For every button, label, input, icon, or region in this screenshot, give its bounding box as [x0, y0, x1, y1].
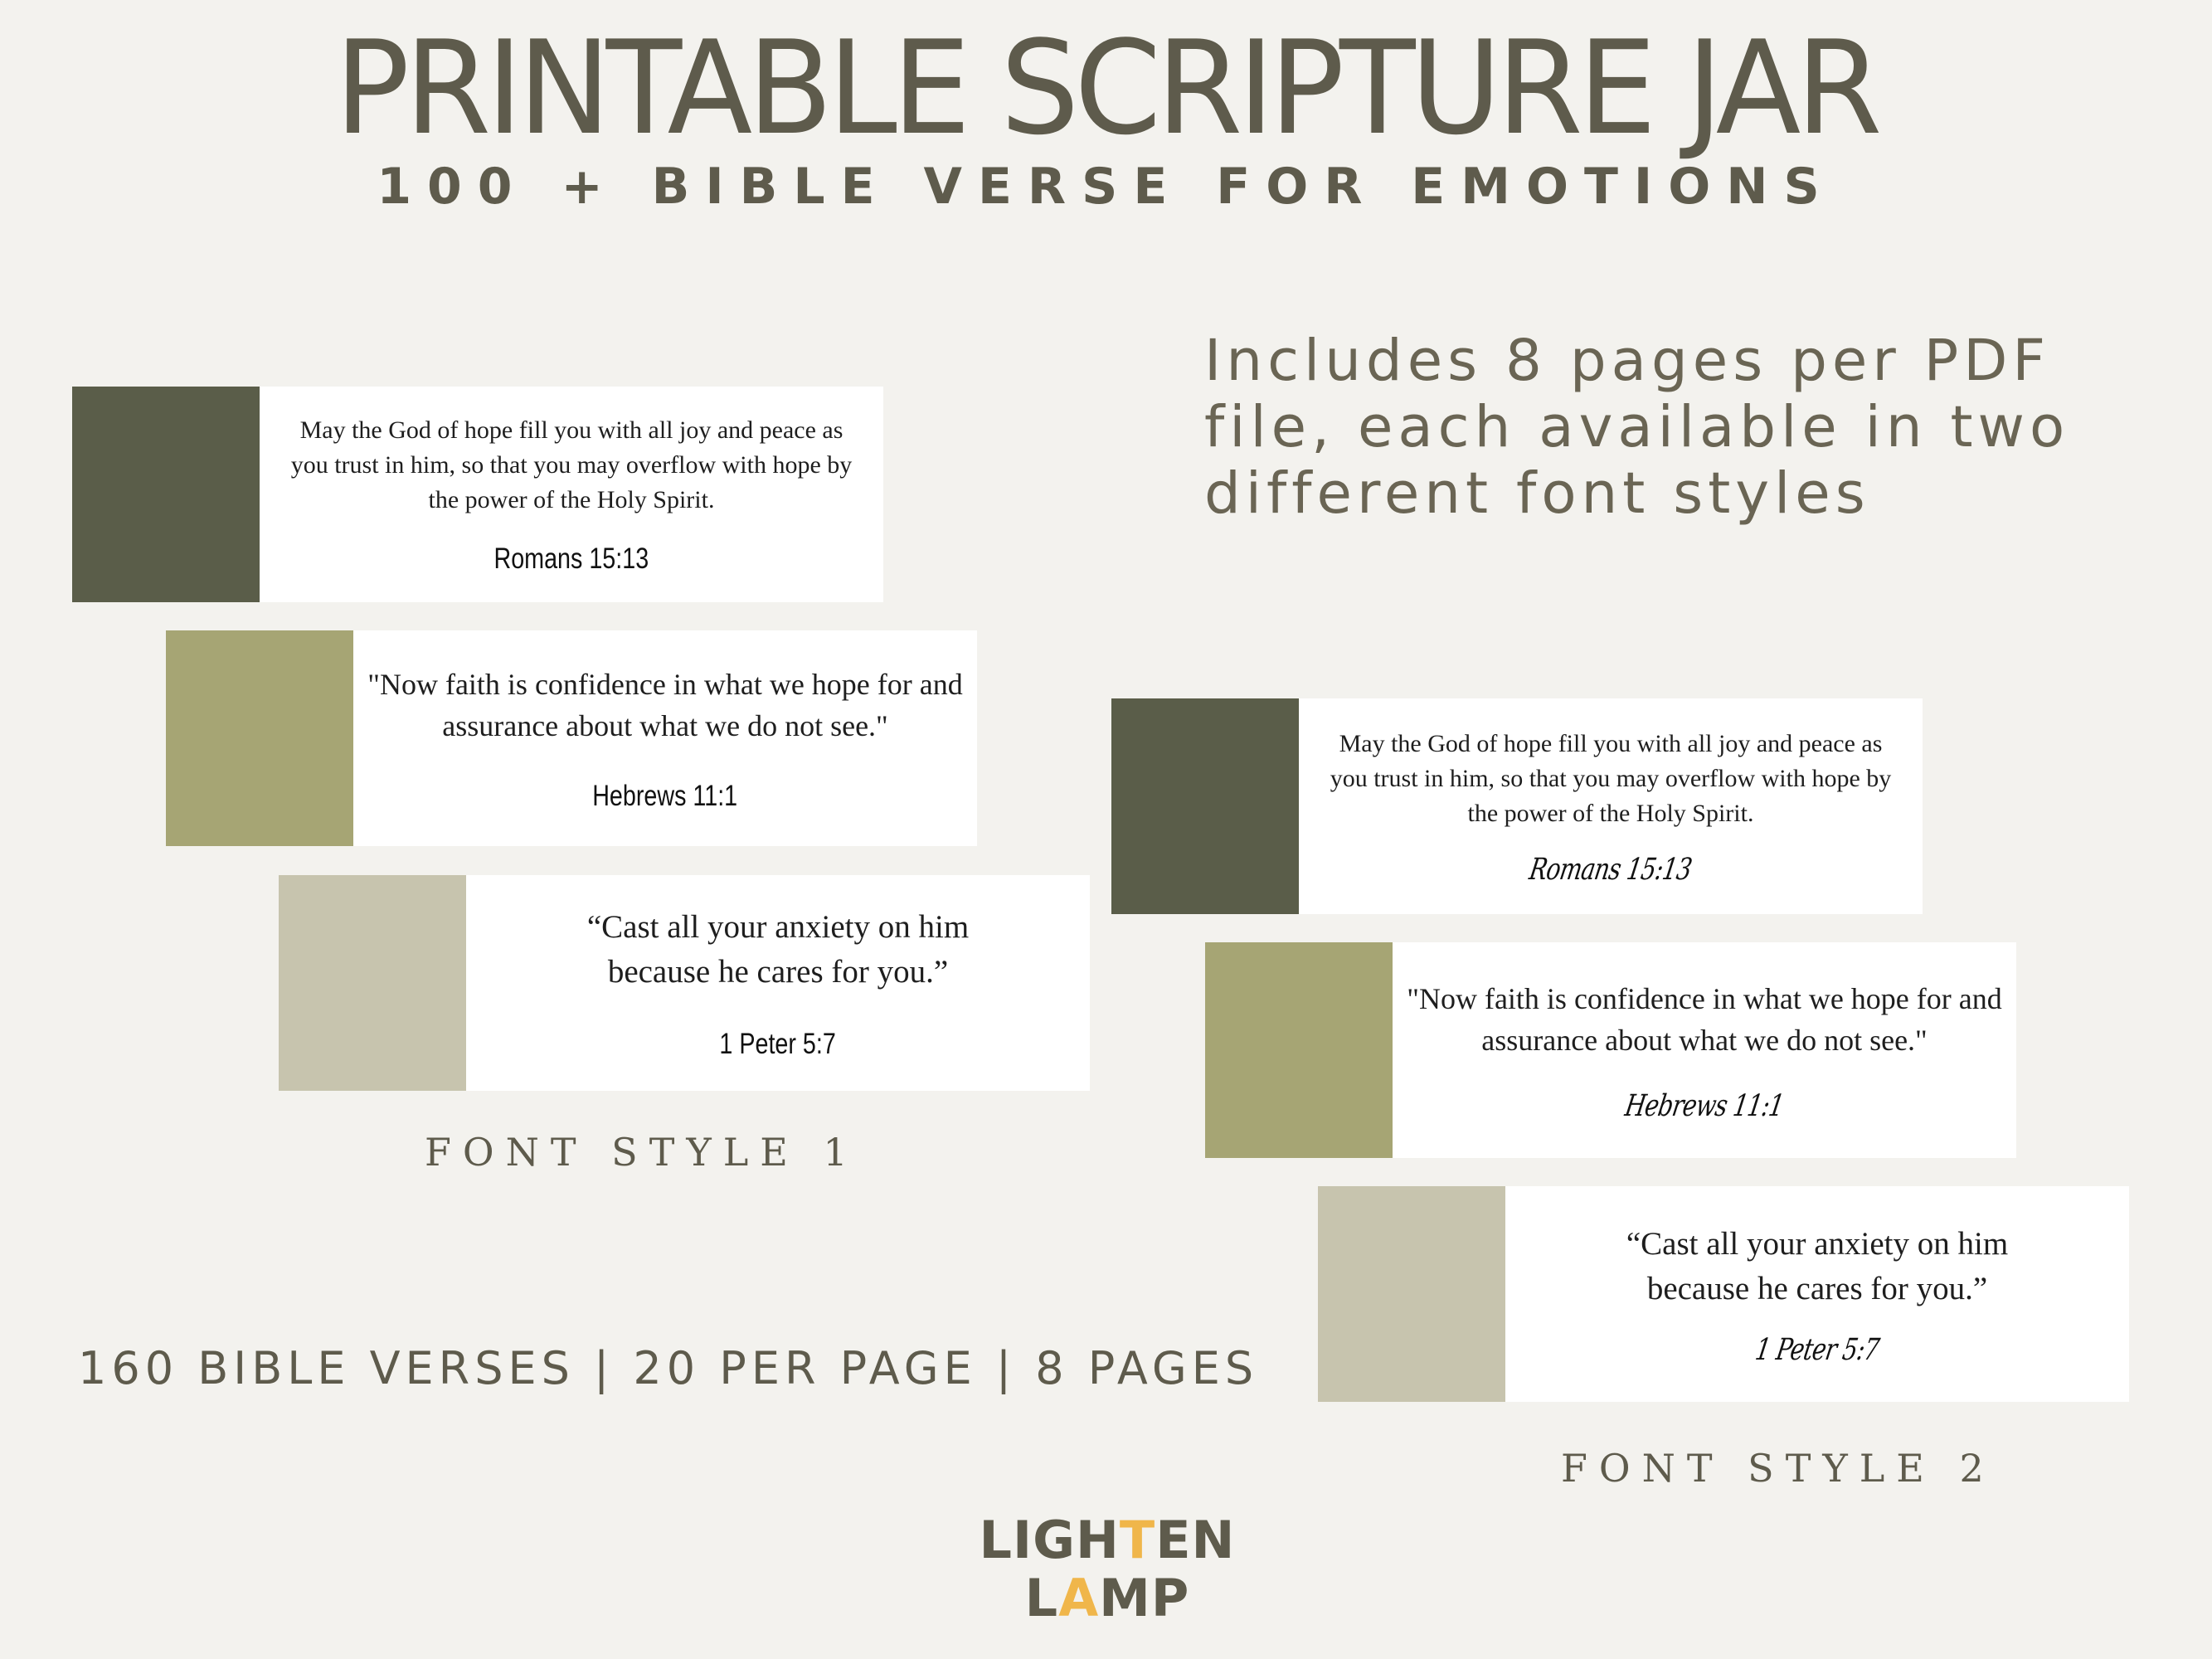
color-swatch-olive	[166, 630, 353, 846]
verse-card-style1-hebrews	[166, 630, 977, 846]
verse-text: "Now faith is confidence in what we hope for and assurance about what we do not see."	[1407, 981, 2002, 1057]
verse-text: "Now faith is confidence in what we hope for and assurance about what we do not see."	[367, 668, 963, 742]
verse-card-style2-peter	[1318, 1186, 2129, 1402]
card-content	[1393, 942, 2016, 1158]
verse-count-summary: 160 BIBLE VERSES | 20 PER PAGE | 8 PAGES	[78, 1342, 1259, 1394]
includes-description: Includes 8 pages per PDF file, each available in two different font styles	[1204, 328, 2070, 527]
card-content	[260, 387, 883, 602]
verse-reference: Romans 15:13	[493, 542, 649, 575]
page-title: PRINTABLE SCRIPTURE JAR	[334, 13, 1878, 164]
page-subtitle: 100 + BIBLE VERSE FOR EMOTIONS	[377, 158, 1835, 216]
font-style-1-label: FONT STYLE 1	[425, 1130, 859, 1175]
logo-line-1	[979, 1511, 1236, 1569]
card-content	[1299, 698, 1923, 914]
verse-reference: Hebrews 11:1	[1622, 1088, 1787, 1123]
verse-text: May the God of hope fill you with all joy and peace as you trust in him, so that you may overflow with hope by the power of the Holy Spirit.	[1330, 729, 1892, 827]
verse-reference: 1 Peter 5:7	[1753, 1332, 1882, 1367]
logo-text: LIGH	[979, 1510, 1120, 1570]
verse-card-style2-romans	[1111, 698, 1923, 914]
color-swatch-olive	[1205, 942, 1393, 1158]
color-swatch-sage-gray	[1318, 1186, 1505, 1402]
verse-text: “Cast all your anxiety on him because he cares for you.”	[586, 909, 970, 990]
verse-text: May the God of hope fill you with all joy and peace as you trust in him, so that you may overflow with hope by the power of the Holy Spirit.	[290, 416, 853, 513]
color-swatch-dark-olive	[1111, 698, 1299, 914]
cross-icon: T	[1119, 1510, 1156, 1570]
logo-text: L	[1024, 1568, 1059, 1628]
flame-icon: A	[1058, 1568, 1100, 1628]
logo-text: MP	[1099, 1568, 1190, 1628]
verse-card-style2-hebrews	[1205, 942, 2016, 1158]
verse-card-style1-romans	[72, 387, 883, 602]
card-content	[1505, 1186, 2129, 1402]
verse-text: “Cast all your anxiety on him because he cares for you.”	[1626, 1225, 2009, 1306]
card-content	[353, 630, 977, 846]
logo-text: EN	[1155, 1510, 1236, 1570]
card-content	[466, 875, 1090, 1091]
brand-logo	[979, 1511, 1236, 1627]
verse-reference: Hebrews 11:1	[592, 780, 738, 812]
verse-card-style1-peter	[279, 875, 1090, 1091]
verse-reference: 1 Peter 5:7	[719, 1028, 837, 1060]
logo-line-2	[979, 1569, 1236, 1627]
color-swatch-dark-olive	[72, 387, 260, 602]
verse-reference: Romans 15:13	[1527, 852, 1694, 887]
color-swatch-sage-gray	[279, 875, 466, 1091]
font-style-2-label: FONT STYLE 2	[1561, 1446, 1996, 1491]
